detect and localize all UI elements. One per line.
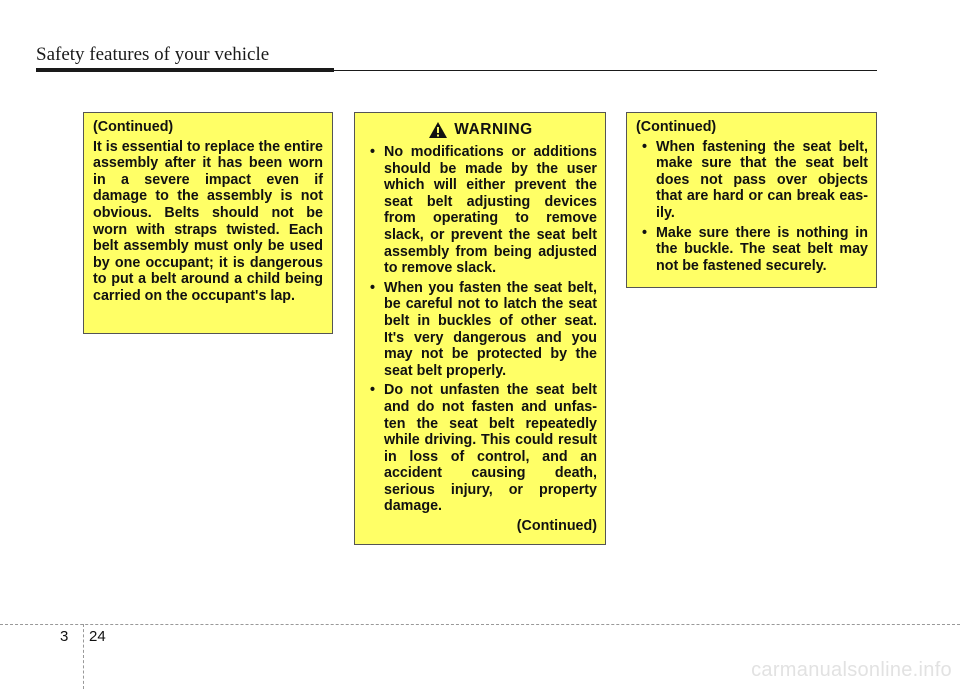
warning-heading <box>364 121 597 139</box>
footer-rule <box>0 624 960 625</box>
list-item: • No modifications or additions should be made by the user which will either prevent the seat belt adjusting devices from operating to remove slack, or prevent the seat belt assembly from being adjusted to remove slack. <box>364 144 597 277</box>
warning-bullet-list <box>364 144 597 515</box>
page-header-title: Safety features of your vehicle <box>36 44 270 65</box>
continued-heading: (Continued) <box>93 119 174 135</box>
warning-triangle-icon <box>428 121 448 139</box>
continued-footer: (Continued) <box>516 518 597 535</box>
continued-note-box-right <box>626 112 877 288</box>
watermark: carmanualsonline.info <box>751 659 952 681</box>
list-item: • When you fasten the seat belt, be careful not to latch the seat belt in buckles of other seat. It's very dangerous and you may not be protected by the seat belt properly. <box>364 280 597 380</box>
note-bullet-list <box>636 139 868 275</box>
header-rule-thin <box>334 70 877 71</box>
list-item: • Do not unfasten the seat belt and do not fasten and unfas-ten the seat belt repeatedly while driving. This could result in loss of control, and an accident causing death, serious injury, or property damage. <box>364 382 597 515</box>
warning-heading-label: WARNING <box>454 120 533 138</box>
section-number: 3 <box>60 628 69 645</box>
continued-heading: (Continued) <box>636 119 717 135</box>
continued-note-box-left <box>83 112 333 334</box>
warning-box <box>354 112 606 545</box>
header-rule-thick <box>36 68 334 72</box>
footer-divider <box>83 624 84 689</box>
list-item: • When fastening the seat belt, make sure that the seat belt does not pass over objects that are hard or can break eas-ily. <box>636 139 868 222</box>
note-paragraph: It is essential to replace the entire assembly after it has been worn in a severe impact even if damage to the assembly is not obvious. Belts should not be worn with straps twisted. Each belt assembly must only be used by one occupant; it is dangerous to put a belt around a child being carried on the occupant's lap. <box>93 138 323 304</box>
page-number: 24 <box>89 628 106 645</box>
list-item: • Make sure there is nothing in the buckle. The seat belt may not be fastened securely. <box>636 225 868 275</box>
